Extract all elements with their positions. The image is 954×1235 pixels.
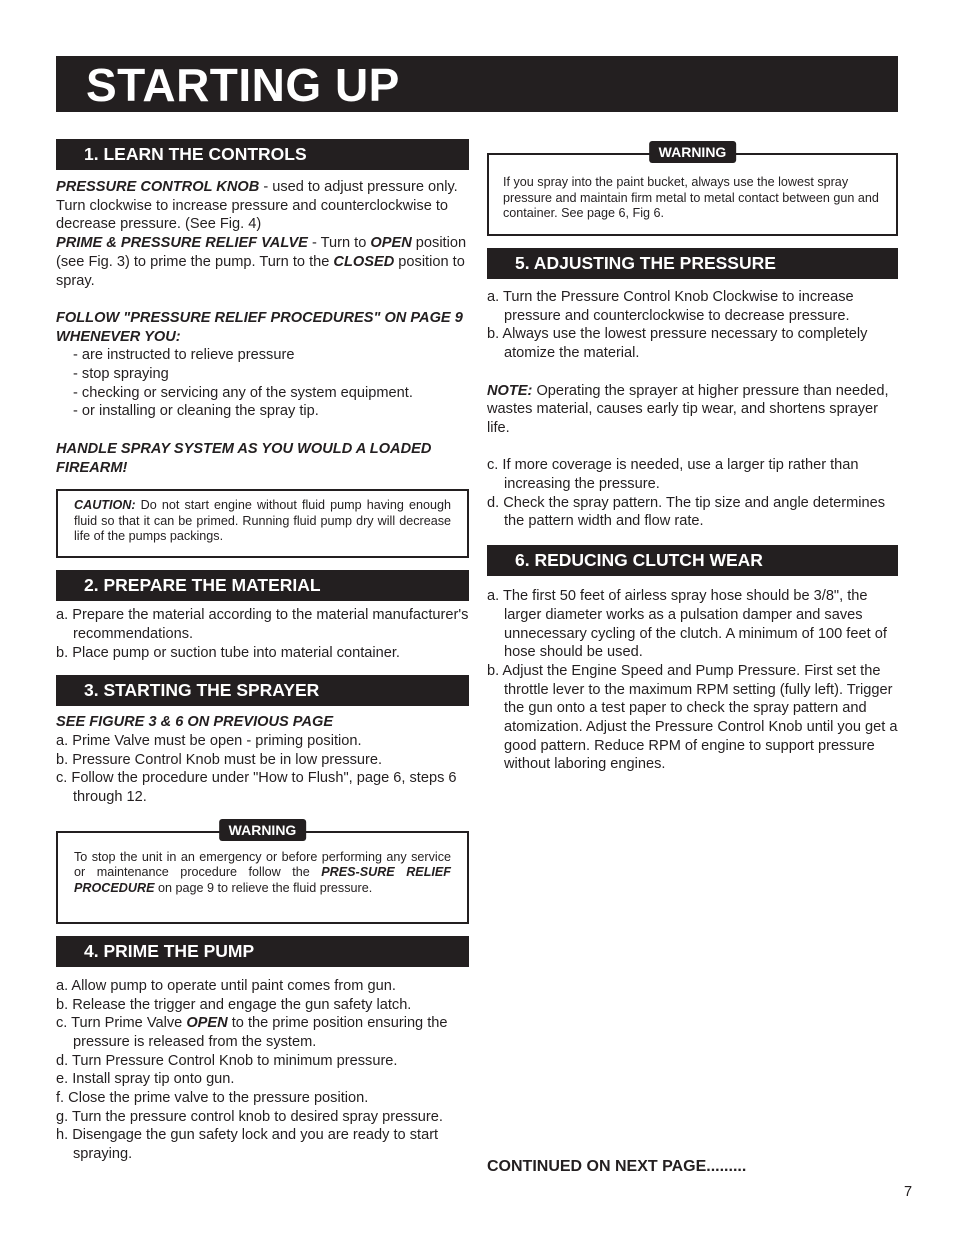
valve-text-3: position to spray.	[56, 253, 465, 289]
caution-label: CAUTION:	[74, 498, 136, 513]
list-item: a. Prime Valve must be open - priming position.	[56, 733, 362, 750]
continued-note: CONTINUED ON NEXT PAGE.........	[487, 1158, 747, 1175]
list-item: d. Check the spray pattern. The tip size and angle determines the pattern width and flow rate.	[487, 494, 886, 530]
list-item: b. Always use the lowest pressure necessary to completely atomize the material.	[487, 326, 868, 362]
section-1-heading: 1. LEARN THE CONTROLS	[56, 139, 469, 170]
section-5-heading: 5. ADJUSTING THE PRESSURE	[487, 248, 898, 279]
knob-text: - used to adjust pressure only. Turn clockwise to increase pressure and counterclockwise to decrease pressure. (See Fig. 4)	[56, 179, 458, 233]
warning-box	[487, 144, 898, 236]
page-number: 7	[904, 1184, 913, 1200]
page-title: STARTING UP	[86, 59, 400, 111]
warning-tag: WARNING	[649, 141, 737, 163]
right-column	[487, 139, 898, 774]
knob-label: PRESSURE CONTROL KNOB	[56, 179, 260, 195]
item-c-text-2: to the prime position ensuring the pressure is released from the system.	[73, 1015, 448, 1050]
follow-item: - checking or servicing any of the system equipment.	[73, 384, 413, 401]
item-c-text-1: c. Turn Prime Valve	[56, 1015, 187, 1032]
list-item: f. Close the prime valve to the pressure position.	[56, 1090, 369, 1107]
warning-tag: WARNING	[219, 819, 307, 841]
list-item: b. Pressure Control Knob must be in low pressure.	[56, 751, 383, 768]
list-item: b. Adjust the Engine Speed and Pump Pressure. First set the throttle lever to the maximum RPM setting (fully left). Trigger the gun onto a test paper to check the spray pattern and atomization. Adjust the Pressure Control Knob until you get a good pattern. Reduce RPM of engine to support pressure without laboring engines.	[487, 662, 898, 773]
note	[487, 382, 898, 438]
valve-text-1: - Turn to	[307, 235, 371, 252]
note-label: NOTE:	[487, 382, 533, 399]
warning-text: If you spray into the paint bucket, always use the lowest spray pressure and maintain firm metal to metal contact between gun and container. See page 6, Fig 6.	[503, 175, 879, 220]
warning-text-1: To stop the unit in an emergency or before performing any service or maintenance procedure follow the	[74, 849, 451, 880]
list-item: h. Disengage the gun safety lock and you are ready to start spraying.	[56, 1127, 439, 1163]
handle-warning: HANDLE SPRAY SYSTEM AS YOU WOULD A LOADED FIREARM!	[56, 440, 432, 476]
list-item: d. Turn Pressure Control Knob to minimum pressure.	[56, 1052, 398, 1069]
list-item: b. Release the trigger and engage the gun safety latch.	[56, 996, 412, 1013]
left-column	[56, 139, 469, 1164]
valve-description	[56, 234, 469, 290]
list-item: a. Allow pump to operate until paint comes from gun.	[56, 977, 396, 994]
knob-description	[56, 178, 469, 234]
warning-bold: PRES-SURE RELIEF PROCEDURE	[74, 865, 451, 895]
follow-item: - are instructed to relieve pressure	[73, 347, 295, 364]
list-item: c. If more coverage is needed, use a larger tip rather than increasing the pressure.	[487, 457, 859, 492]
follow-item: - or installing or cleaning the spray tip.	[73, 403, 319, 420]
valve-closed: CLOSED	[333, 253, 395, 270]
list-item: c. Follow the procedure under "How to Flush", page 6, steps 6 through 12.	[56, 770, 457, 806]
section-4-heading: 4. PRIME THE PUMP	[56, 936, 469, 967]
warning-text-2: on page 9 to relieve the fluid pressure.	[154, 880, 373, 895]
valve-open: OPEN	[370, 235, 412, 252]
list-item: a. Turn the Pressure Control Knob Clockwise to increase pressure and counterclockwise to decrease pressure.	[487, 289, 854, 324]
list-item	[56, 1014, 469, 1051]
section-6-heading: 6. REDUCING CLUTCH WEAR	[487, 545, 898, 576]
valve-label: PRIME & PRESSURE RELIEF VALVE	[56, 235, 308, 252]
section-2-heading: 2. PREPARE THE MATERIAL	[56, 570, 469, 601]
follow-heading: FOLLOW "PRESSURE RELIEF PROCEDURES" ON PAGE 9 WHENEVER YOU:	[56, 309, 463, 345]
list-item: b. Place pump or suction tube into material container.	[56, 644, 400, 661]
see-figure-note: SEE FIGURE 3 & 6 ON PREVIOUS PAGE	[56, 714, 334, 731]
caution-text: Do not start engine without fluid pump having enough fluid so that it can be primed. Running fluid pump dry will decrease life of the pumps packings.	[74, 498, 451, 544]
list-item: g. Turn the pressure control knob to desired spray pressure.	[56, 1108, 443, 1125]
list-item: e. Install spray tip onto gun.	[56, 1071, 235, 1088]
list-item: a. The first 50 feet of airless spray hose should be 3/8", the larger diameter works as a pulsation damper and saves unnecessary cycling of the clutch. A minimum of 100 feet of hose should be used.	[487, 588, 887, 661]
section-3-heading: 3. STARTING THE SPRAYER	[56, 675, 469, 706]
warning-box	[56, 821, 469, 924]
caution-box	[56, 489, 469, 558]
note-text: Operating the sprayer at higher pressure than needed, wastes material, causes early tip wear, and shortens sprayer life.	[487, 382, 889, 436]
item-c-open: OPEN	[186, 1015, 228, 1032]
follow-item: - stop spraying	[73, 366, 169, 383]
valve-text-2: position (see Fig. 3) to prime the pump. Turn to the	[56, 235, 467, 270]
list-item: a. Prepare the material according to the material manufacturer's recommendations.	[56, 607, 469, 642]
page-title-bar	[56, 56, 898, 112]
